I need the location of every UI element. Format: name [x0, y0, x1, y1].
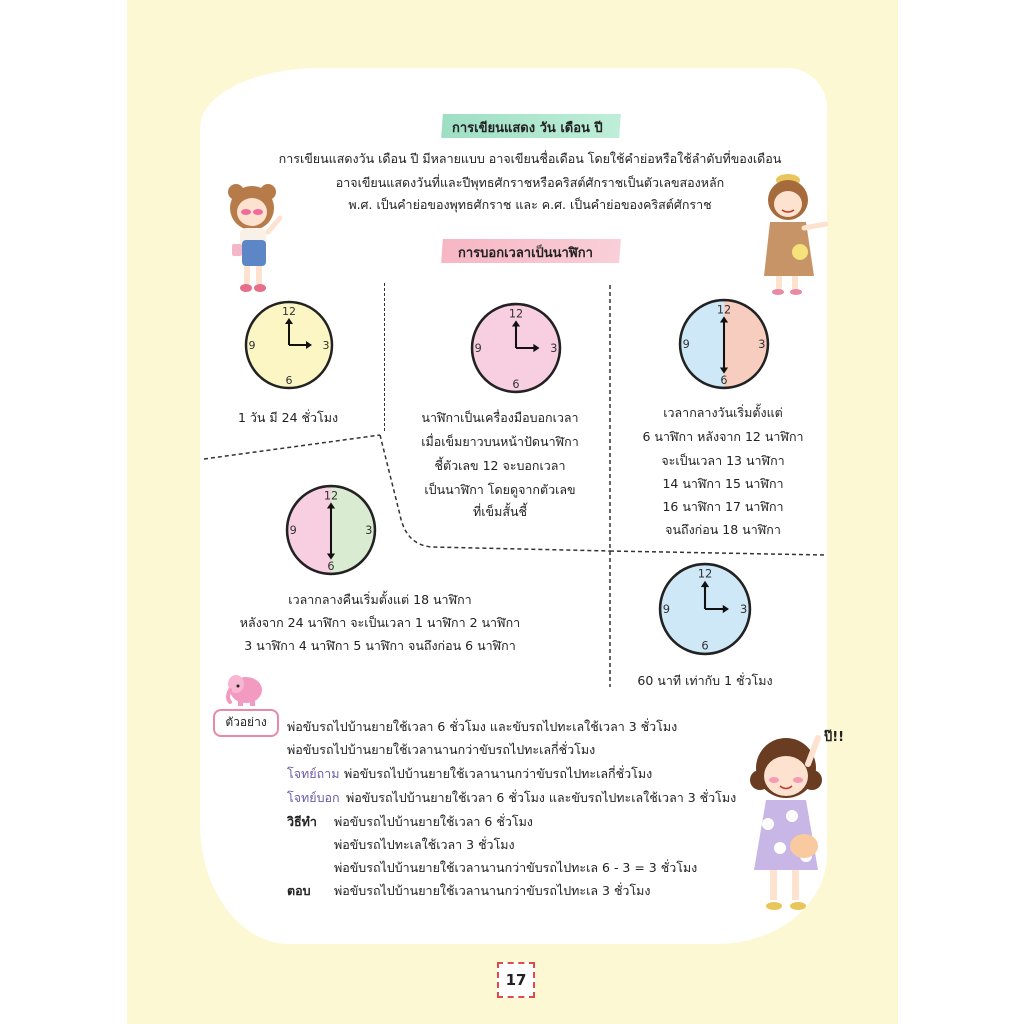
intro-line-1: การเขียนแสดงวัน เดือน ปี มีหลายแบบ อาจเขียนชื่อเดือน โดยใช้คำย่อหรือใช้ลำดับที่ของเดือน [278, 151, 782, 166]
method-line-1: พ่อขับรถไปบ้านยายใช้เวลา 6 ชั่วโมง [334, 814, 533, 829]
svg-text:3: 3 [322, 339, 330, 352]
svg-text:6: 6 [701, 638, 709, 653]
clock5-caption: 60 นาที เท่ากับ 1 ชั่วโมง [637, 673, 773, 688]
intro-line-3: พ.ศ. เป็นคำย่อของพุทธศักราช และ ค.ศ. เป็นคำย่อของคริสต์ศักราช [348, 197, 712, 212]
clock3-caption-3: จะเป็นเวลา 13 นาฬิกา [661, 453, 785, 468]
svg-text:12: 12 [323, 489, 339, 503]
elephant-icon [224, 668, 266, 708]
clock1-caption: 1 วัน มี 24 ชั่วโมง [237, 410, 339, 425]
svg-text:6: 6 [285, 374, 293, 387]
clock3-caption-2: 6 นาฬิกา หลังจาก 12 นาฬิกา [642, 429, 804, 444]
answer-label: ตอบ [287, 883, 311, 898]
clock3-caption-1: เวลากลางวันเริ่มตั้งแต่ [663, 405, 783, 420]
heading-date-writing: การเขียนแสดง วัน เดือน ปี [452, 121, 603, 136]
clock2-caption-5: ที่เข็มสั้นชี้ [473, 504, 527, 519]
clock-6-oclock-night [285, 484, 377, 576]
clock2-caption-1: นาฬิกาเป็นเครื่องมือบอกเวลา [421, 410, 579, 425]
girl-illustration-bottom [746, 724, 836, 920]
clock3-caption-6: จนถึงก่อน 18 นาฬิกา [665, 522, 781, 537]
svg-text:3: 3 [550, 342, 558, 356]
clock2-caption-3: ชี้ตัวเลข 12 จะบอกเวลา [434, 458, 566, 473]
clock2-caption-4: เป็นนาฬิกา โดยดูจากตัวเลข [424, 482, 576, 497]
heading-telling-time: การบอกเวลาเป็นนาฬิกา [458, 246, 593, 261]
example-line-1: พ่อขับรถไปบ้านยายใช้เวลา 6 ชั่วโมง และขับรถไปทะเลใช้เวลา 3 ชั่วโมง [287, 719, 678, 734]
method-line-3: พ่อขับรถไปบ้านยายใช้เวลานานกว่าขับรถไปทะเล 6 - 3 = 3 ชั่วโมง [334, 860, 698, 875]
clock-3-oclock-blue [658, 562, 752, 656]
svg-text:9: 9 [289, 524, 297, 538]
page-number: 17 [497, 962, 535, 998]
example-badge: ตัวอย่าง [213, 709, 279, 737]
svg-text:6: 6 [512, 377, 520, 391]
clock-6-oclock-day [678, 298, 770, 390]
clock4-caption-2: หลังจาก 24 นาฬิกา จะเป็นเวลา 1 นาฬิกา 2 นาฬิกา [239, 615, 521, 630]
svg-text:9: 9 [682, 338, 690, 352]
svg-text:12: 12 [716, 303, 732, 317]
answer-text: พ่อขับรถไปบ้านยายใช้เวลานานกว่าขับรถไปทะเล 3 ชั่วโมง [334, 883, 651, 898]
asked-label: โจทย์ถาม [287, 766, 340, 781]
svg-text:12: 12 [697, 566, 713, 581]
clock-3-oclock [244, 300, 334, 390]
clock-3-oclock-pink [470, 302, 562, 394]
svg-text:9: 9 [248, 339, 256, 352]
method-label: วิธีทำ [287, 814, 317, 829]
svg-text:3: 3 [739, 602, 748, 617]
svg-text:12: 12 [282, 305, 296, 318]
asked-text: พ่อขับรถไปบ้านยายใช้เวลานานกว่าขับรถไปทะเลกี่ชั่วโมง [344, 766, 653, 781]
svg-text:3: 3 [758, 338, 766, 352]
girl-illustration-right [760, 172, 832, 298]
clock4-caption-1: เวลากลางคืนเริ่มตั้งแต่ 18 นาฬิกา [288, 592, 472, 607]
svg-text:3: 3 [365, 524, 373, 538]
svg-text:9: 9 [474, 342, 482, 356]
svg-text:12: 12 [508, 307, 524, 321]
clock2-caption-2: เมื่อเข็มยาวบนหน้าปัดนาฬิกา [421, 434, 579, 449]
svg-text:6: 6 [327, 559, 335, 573]
method-line-2: พ่อขับรถไปทะเลใช้เวลา 3 ชั่วโมง [334, 837, 515, 852]
girl-illustration-left [222, 178, 294, 296]
exclaim-text: ป๊!! [824, 730, 845, 745]
example-line-2: พ่อขับรถไปบ้านยายใช้เวลานานกว่าขับรถไปทะเลกี่ชั่วโมง [287, 742, 596, 757]
given-text: พ่อขับรถไปบ้านยายใช้เวลา 6 ชั่วโมง และขับรถไปทะเลใช้เวลา 3 ชั่วโมง [346, 790, 737, 805]
given-label: โจทย์บอก [287, 790, 340, 805]
clock3-caption-5: 16 นาฬิกา 17 นาฬิกา [662, 499, 784, 514]
clock3-caption-4: 14 นาฬิกา 15 นาฬิกา [662, 476, 784, 491]
svg-text:9: 9 [662, 602, 671, 617]
intro-line-2: อาจเขียนแสดงวันที่และปีพุทธศักราชหรือคริสต์ศักราชเป็นตัวเลขสองหลัก [335, 175, 725, 190]
clock4-caption-3: 3 นาฬิกา 4 นาฬิกา 5 นาฬิกา จนถึงก่อน 6 นาฬิกา [244, 638, 516, 653]
svg-text:6: 6 [720, 373, 728, 387]
